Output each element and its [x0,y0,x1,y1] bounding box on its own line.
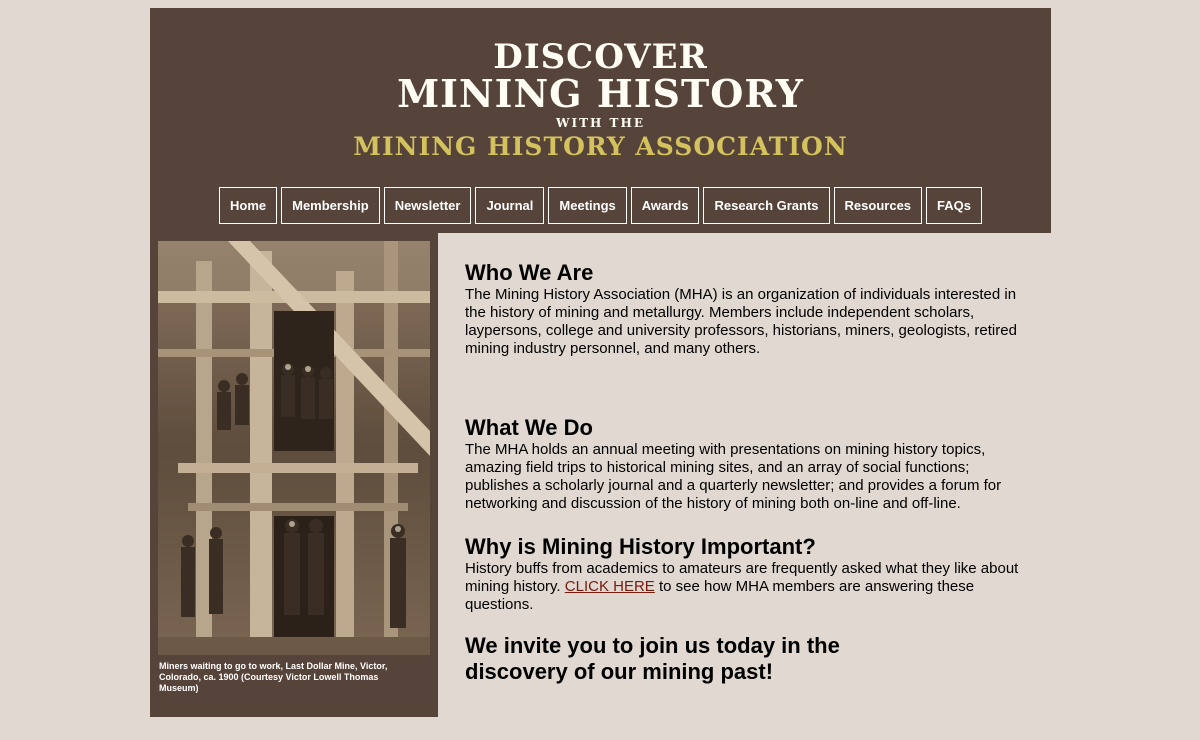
click-here-link[interactable]: CLICK HERE [564,578,655,595]
miners-photo [158,241,430,655]
nav-meetings[interactable]: Meetings [548,187,626,224]
logo-line-discover: DISCOVER [493,37,708,77]
miners-photo-illustration [158,241,430,655]
what-we-do-heading: What We Do [465,415,593,440]
why-text-before: History buffs from academics to amateurs are frequently asked what they like about mining history. [465,560,1019,595]
who-we-are-heading: Who We Are [465,260,594,285]
nav-research-grants[interactable]: Research Grants [703,187,829,224]
logo-line-mining-history: MINING HISTORY [397,71,804,116]
nav-resources[interactable]: Resources [834,187,922,224]
who-we-are-section [465,260,1025,358]
nav-membership[interactable]: Membership [281,187,380,224]
logo-line-with-the: WITH THE [556,116,645,130]
photo-caption: Miners waiting to go to work, Last Dollar Mine, Victor, Colorado, ca. 1900 (Courtesy Victor Lowell Thomas Museum) [159,661,388,693]
what-we-do-text: The MHA holds an annual meeting with presentations on mining history topics, amazing field trips to historical mining sites, and an array of social functions; publishes a scholarly journal and a quarterly newsletter; and provides a forum for networking and discussion of the history of mining both on-line and off-line. [465,441,1002,512]
site-logo[interactable] [150,37,1051,162]
why-important-heading: Why is Mining History Important? [465,534,816,559]
why-important-text [465,560,1025,614]
nav-faqs[interactable]: FAQs [926,187,982,224]
page-frame [150,8,1051,233]
nav-home[interactable]: Home [219,187,277,224]
invite-heading: We invite you to join us today in the discovery of our mining past! [465,633,840,684]
logo-line-association: MINING HISTORY ASSOCIATION [353,132,848,161]
main-nav [150,187,1051,224]
site-header [150,8,1051,233]
nav-awards[interactable]: Awards [631,187,700,224]
what-we-do-section [465,415,1025,513]
why-text-after: to see how MHA members are answering these questions. [465,578,975,613]
who-we-are-text: The Mining History Association (MHA) is an organization of individuals interested in the history of mining and metallurgy. Members include independent scholars, laypersons, college and university professors, historians, miners, geologists, retired mining industry personnel, and many others. [465,286,1017,357]
nav-journal[interactable]: Journal [475,187,544,224]
nav-newsletter[interactable]: Newsletter [384,187,472,224]
why-important-section [465,534,1025,614]
sidebar [150,233,438,717]
